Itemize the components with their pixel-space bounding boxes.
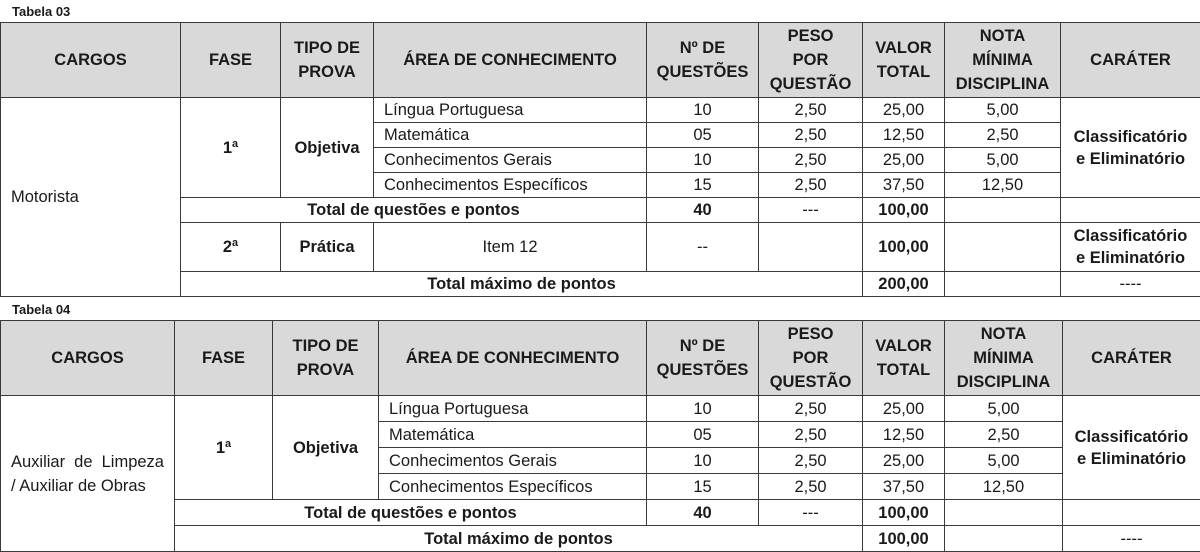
total-valor-value: 100,00 bbox=[863, 500, 945, 526]
header-peso: PESO POR QUESTÃO bbox=[759, 23, 863, 98]
header-area: ÁREA DE CONHECIMENTO bbox=[374, 23, 647, 98]
total-questoes-value: 40 bbox=[647, 198, 759, 223]
total-maximo-nota-empty bbox=[945, 272, 1061, 297]
header-area: ÁREA DE CONHECIMENTO bbox=[379, 321, 647, 396]
nota-cell bbox=[945, 223, 1061, 272]
header-carater: CARÁTER bbox=[1061, 23, 1200, 98]
valor-cell: 25,00 bbox=[863, 448, 945, 474]
questoes-cell: 05 bbox=[647, 422, 759, 448]
total-maximo-carater: ---- bbox=[1063, 526, 1200, 552]
carater-cell: Classificatório e Eliminatório bbox=[1063, 396, 1200, 500]
nota-cell: 5,00 bbox=[945, 98, 1061, 123]
valor-cell: 25,00 bbox=[863, 396, 945, 422]
peso-cell bbox=[759, 223, 863, 272]
total-carater-empty bbox=[1061, 198, 1200, 223]
total-maximo-value: 100,00 bbox=[863, 526, 945, 552]
table-row bbox=[1, 396, 1200, 422]
carater-cell: Classificatório e Eliminatório bbox=[1061, 223, 1200, 272]
total-questoes-label: Total de questões e pontos bbox=[175, 500, 647, 526]
tipo-prova-cell: Objetiva bbox=[281, 98, 374, 198]
peso-cell: 2,50 bbox=[759, 448, 863, 474]
header-tipo-prova: TIPO DE PROVA bbox=[281, 23, 374, 98]
total-maximo-row bbox=[1, 526, 1200, 552]
valor-cell: 12,50 bbox=[863, 123, 945, 148]
header-carater: CARÁTER bbox=[1063, 321, 1200, 396]
peso-cell: 2,50 bbox=[759, 422, 863, 448]
total-nota-empty bbox=[945, 198, 1061, 223]
area-cell: Conhecimentos Gerais bbox=[374, 148, 647, 173]
fase2-row bbox=[1, 223, 1200, 272]
table-04 bbox=[0, 320, 1200, 552]
nota-cell: 5,00 bbox=[945, 396, 1063, 422]
header-cargos: CARGOS bbox=[1, 321, 175, 396]
header-row bbox=[1, 321, 1200, 396]
area-cell: Língua Portuguesa bbox=[374, 98, 647, 123]
area-cell: Matemática bbox=[374, 123, 647, 148]
total-questoes-row bbox=[1, 198, 1200, 223]
area-cell: Língua Portuguesa bbox=[379, 396, 647, 422]
total-maximo-nota-empty bbox=[945, 526, 1063, 552]
nota-cell: 5,00 bbox=[945, 148, 1061, 173]
header-peso: PESO POR QUESTÃO bbox=[759, 321, 863, 396]
valor-cell: 37,50 bbox=[863, 173, 945, 198]
total-maximo-label: Total máximo de pontos bbox=[175, 526, 863, 552]
header-nota-minima: NOTA MÍNIMA DISCIPLINA bbox=[945, 23, 1061, 98]
table-03 bbox=[0, 22, 1200, 297]
nota-cell: 12,50 bbox=[945, 474, 1063, 500]
nota-cell: 2,50 bbox=[945, 123, 1061, 148]
total-maximo-label: Total máximo de pontos bbox=[181, 272, 863, 297]
header-row bbox=[1, 23, 1200, 98]
cargo-cell: Motorista bbox=[1, 98, 181, 297]
nota-cell: 5,00 bbox=[945, 448, 1063, 474]
fase-cell: 2ª bbox=[181, 223, 281, 272]
total-valor-value: 100,00 bbox=[863, 198, 945, 223]
total-peso-value: --- bbox=[759, 500, 863, 526]
total-maximo-row bbox=[1, 272, 1200, 297]
total-questoes-label: Total de questões e pontos bbox=[181, 198, 647, 223]
table-row bbox=[1, 98, 1200, 123]
valor-cell: 100,00 bbox=[863, 223, 945, 272]
area-cell: Item 12 bbox=[374, 223, 647, 272]
questoes-cell: 10 bbox=[647, 448, 759, 474]
header-valor-total: VALOR TOTAL bbox=[863, 23, 945, 98]
valor-cell: 25,00 bbox=[863, 98, 945, 123]
total-questoes-row bbox=[1, 500, 1200, 526]
header-fase: FASE bbox=[181, 23, 281, 98]
total-peso-value: --- bbox=[759, 198, 863, 223]
nota-cell: 12,50 bbox=[945, 173, 1061, 198]
total-questoes-value: 40 bbox=[647, 500, 759, 526]
peso-cell: 2,50 bbox=[759, 474, 863, 500]
header-nota-minima: NOTA MÍNIMA DISCIPLINA bbox=[945, 321, 1063, 396]
tipo-prova-cell: Prática bbox=[281, 223, 374, 272]
area-cell: Conhecimentos Gerais bbox=[379, 448, 647, 474]
peso-cell: 2,50 bbox=[759, 396, 863, 422]
table-04-caption: Tabela 04 bbox=[12, 302, 70, 317]
header-num-questoes: Nº DE QUESTÕES bbox=[647, 23, 759, 98]
header-cargos: CARGOS bbox=[1, 23, 181, 98]
table-03-caption: Tabela 03 bbox=[12, 4, 70, 19]
total-carater-empty bbox=[1063, 500, 1200, 526]
valor-cell: 12,50 bbox=[863, 422, 945, 448]
area-cell: Conhecimentos Específicos bbox=[374, 173, 647, 198]
header-fase: FASE bbox=[175, 321, 273, 396]
cargo-cell: Auxiliar de Limpeza / Auxiliar de Obras bbox=[1, 396, 175, 552]
peso-cell: 2,50 bbox=[759, 98, 863, 123]
tipo-prova-cell: Objetiva bbox=[273, 396, 379, 500]
header-valor-total: VALOR TOTAL bbox=[863, 321, 945, 396]
questoes-cell: 10 bbox=[647, 98, 759, 123]
questoes-cell: 15 bbox=[647, 474, 759, 500]
fase-cell: 1ª bbox=[175, 396, 273, 500]
questoes-cell: 15 bbox=[647, 173, 759, 198]
header-tipo-prova: TIPO DE PROVA bbox=[273, 321, 379, 396]
nota-cell: 2,50 bbox=[945, 422, 1063, 448]
valor-cell: 37,50 bbox=[863, 474, 945, 500]
total-nota-empty bbox=[945, 500, 1063, 526]
questoes-cell: 05 bbox=[647, 123, 759, 148]
questoes-cell: 10 bbox=[647, 396, 759, 422]
questoes-cell: -- bbox=[647, 223, 759, 272]
peso-cell: 2,50 bbox=[759, 123, 863, 148]
peso-cell: 2,50 bbox=[759, 148, 863, 173]
total-maximo-carater: ---- bbox=[1061, 272, 1200, 297]
area-cell: Matemática bbox=[379, 422, 647, 448]
peso-cell: 2,50 bbox=[759, 173, 863, 198]
fase-cell: 1ª bbox=[181, 98, 281, 198]
area-cell: Conhecimentos Específicos bbox=[379, 474, 647, 500]
carater-cell: Classificatório e Eliminatório bbox=[1061, 98, 1200, 198]
header-num-questoes: Nº DE QUESTÕES bbox=[647, 321, 759, 396]
questoes-cell: 10 bbox=[647, 148, 759, 173]
total-maximo-value: 200,00 bbox=[863, 272, 945, 297]
valor-cell: 25,00 bbox=[863, 148, 945, 173]
